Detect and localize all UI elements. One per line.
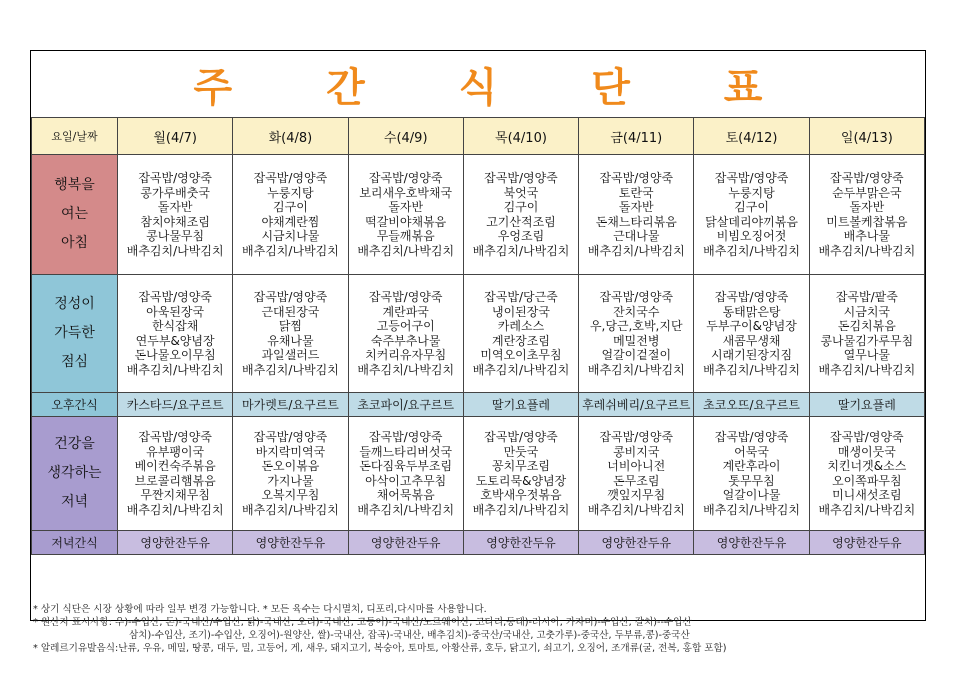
evening-snack-cell: 영양한잔두유 <box>809 531 924 555</box>
menu-item: 냉이된장국 <box>492 304 550 319</box>
menu-item: 배추김치/나박김치 <box>703 362 800 377</box>
menu-sheet <box>30 50 926 654</box>
evening-snack-cell: 영양한잔두유 <box>579 531 694 555</box>
day-header: 월(4/7) <box>118 118 233 155</box>
menu-item: 고기산적조림 <box>486 214 556 229</box>
dinner-menu-cell <box>809 417 924 531</box>
menu-item: 돌자반 <box>849 200 885 214</box>
menu-item: 도토리묵&양념장 <box>475 473 567 488</box>
menu-item: 누룽지탕 <box>267 185 314 200</box>
label-line: 아침 <box>60 235 89 251</box>
evening-snack-row <box>32 531 925 555</box>
menu-item: 만둣국 <box>503 444 539 459</box>
label-line: 여는 <box>60 206 89 222</box>
menu-item: 잡곡밥/영양죽 <box>253 430 328 444</box>
menu-item: 두부구이&양념장 <box>706 319 797 333</box>
weekly-menu-table <box>31 117 925 555</box>
snack-cell: 마가렛트/요구르트 <box>233 393 348 417</box>
menu-item: 채어묵볶음 <box>376 488 435 502</box>
lunch-menu-cell <box>809 275 924 393</box>
menu-item: 잡곡밥/영양죽 <box>138 290 212 304</box>
menu-item: 돈다짐육두부조림 <box>359 459 453 473</box>
menu-item: 배추김치/나박김치 <box>357 362 455 377</box>
menu-item: 배추김치/나박김치 <box>357 243 455 258</box>
menu-item: 잡곡밥/영양죽 <box>484 171 558 185</box>
menu-item: 보리새우호박채국 <box>359 185 453 200</box>
title-row <box>31 51 925 117</box>
menu-item: 배추김치/나박김치 <box>818 243 916 258</box>
menu-item: 배추김치/나박김치 <box>472 243 570 258</box>
day-header: 화(4/8) <box>233 118 348 155</box>
label-line: 저녁 <box>60 494 89 510</box>
menu-item: 잡곡밥/영양죽 <box>714 290 789 304</box>
menu-item: 새콤무생채 <box>722 333 781 348</box>
dinner-menu-cell <box>579 417 694 531</box>
menu-item: 배추김치/나박김치 <box>587 243 685 258</box>
menu-item: 근대된장국 <box>261 304 320 319</box>
menu-item: 잡곡밥/영양죽 <box>714 171 789 185</box>
menu-item: 카레소스 <box>497 319 545 333</box>
menu-item: 김구이 <box>503 200 539 214</box>
menu-item: 잡곡밥/영양죽 <box>714 430 789 444</box>
dinner-menu-cell <box>348 417 463 531</box>
evening-snack-label: 저녁간식 <box>32 531 118 555</box>
evening-snack-cell: 영양한잔두유 <box>118 531 233 555</box>
note-line: * 원산지 표시사항: 우)-수입산, 돈)-국내산/수입산, 닭)-국내산, 오리)-국내산, 고등어)-국내산/노르웨이산, 코다리,동태)-러시아, 가자미)-수입산, 갈치)--수입산 <box>33 617 692 628</box>
breakfast-menu-cell <box>694 155 809 275</box>
menu-item: 배추김치/나박김치 <box>126 362 224 377</box>
day-header: 일(4/13) <box>809 118 924 155</box>
dinner-menu-cell <box>463 417 578 531</box>
header-row <box>32 118 925 155</box>
snack-cell: 후레쉬베리/요구르트 <box>579 393 694 417</box>
menu-item: 콩나물무침 <box>146 229 205 243</box>
menu-item: 떡갈비야채볶음 <box>365 214 447 229</box>
menu-item: 무짠지채무침 <box>140 488 210 502</box>
menu-item: 오복지무침 <box>261 488 320 502</box>
menu-item: 치커리유자무침 <box>365 348 447 362</box>
dinner-menu-cell <box>694 417 809 531</box>
menu-item: 매생이뭇국 <box>837 444 896 459</box>
menu-item: 잡곡밥/영양죽 <box>138 171 212 185</box>
breakfast-menu-cell <box>579 155 694 275</box>
menu-item: 배추김치/나박김치 <box>703 243 800 258</box>
menu-item: 배추김치/나박김치 <box>472 502 570 517</box>
menu-item: 계란파국 <box>382 304 429 319</box>
menu-item: 배추김치/나박김치 <box>242 362 339 377</box>
menu-item: 시래기된장지짐 <box>710 348 793 362</box>
menu-item: 열무나물 <box>843 348 891 362</box>
menu-item: 잡곡밥/당근죽 <box>484 290 558 304</box>
menu-item: 메밀전병 <box>613 333 660 348</box>
breakfast-menu-cell <box>809 155 924 275</box>
menu-item: 누룽지탕 <box>728 185 775 200</box>
day-header: 금(4/11) <box>579 118 694 155</box>
menu-item: 잡곡밥/영양죽 <box>484 430 558 444</box>
snack-cell: 카스타드/요구르트 <box>118 393 233 417</box>
day-header: 수(4/9) <box>348 118 463 155</box>
label-line: 정성이 <box>54 296 95 312</box>
menu-item: 김구이 <box>734 200 769 214</box>
lunch-menu-cell <box>348 275 463 393</box>
menu-item: 콩비지국 <box>613 444 660 459</box>
menu-item: 북엇국 <box>503 185 539 200</box>
label-line: 행복을 <box>54 177 95 193</box>
menu-item: 참치야채조림 <box>140 214 210 229</box>
menu-item: 닭찜 <box>278 319 303 333</box>
dinner-menu-cell <box>118 417 233 531</box>
menu-item: 과일샐러드 <box>261 348 320 362</box>
menu-item: 배추김치/나박김치 <box>242 502 339 517</box>
menu-item: 닭살데리야끼볶음 <box>705 214 798 229</box>
menu-item: 아욱된장국 <box>146 304 205 319</box>
menu-item: 동태맑은탕 <box>722 304 781 319</box>
menu-item: 계란장조림 <box>492 333 550 348</box>
menu-item: 미니새섯조림 <box>832 488 902 502</box>
menu-item: 잔치국수 <box>613 304 660 319</box>
menu-item: 어묵국 <box>734 444 769 459</box>
menu-item: 꽁치무조림 <box>492 459 550 473</box>
menu-item: 배추김치/나박김치 <box>703 502 800 517</box>
menu-item: 미트볼케찹볶음 <box>826 214 908 229</box>
menu-item: 연두부&양념장 <box>135 333 215 348</box>
menu-item: 배추김치/나박김치 <box>472 362 570 377</box>
lunch-row <box>32 275 925 393</box>
menu-item: 아삭이고추무침 <box>365 473 447 488</box>
snack-cell: 초코오뜨/요구르트 <box>694 393 809 417</box>
snack-cell: 딸기요플레 <box>463 393 578 417</box>
evening-snack-cell: 영양한잔두유 <box>233 531 348 555</box>
menu-item: 우엉조림 <box>497 229 545 243</box>
menu-item: 콩나물김가루무침 <box>820 333 914 348</box>
evening-snack-cell: 영양한잔두유 <box>348 531 463 555</box>
dinner-menu-cell <box>233 417 348 531</box>
menu-item: 배추나물 <box>843 229 891 243</box>
menu-item: 잡곡밥/영양죽 <box>599 171 674 185</box>
menu-item: 호박새우젓볶음 <box>480 488 562 502</box>
snack-cell: 딸기요플레 <box>809 393 924 417</box>
menu-item: 잡곡밥/영양죽 <box>253 171 328 185</box>
menu-item: 잡곡밥/영양죽 <box>830 430 904 444</box>
menu-item: 근대나물 <box>613 229 660 243</box>
menu-item: 가지나물 <box>267 473 314 488</box>
label-line: 가득한 <box>54 325 95 341</box>
menu-item: 브로콜리햄볶음 <box>134 473 216 488</box>
lunch-label <box>32 275 118 393</box>
snack-row <box>32 393 925 417</box>
breakfast-menu-cell <box>233 155 348 275</box>
menu-item: 너비아니전 <box>607 459 666 473</box>
lunch-menu-cell <box>463 275 578 393</box>
breakfast-label <box>32 155 118 275</box>
snack-cell: 초코파이/요구르트 <box>348 393 463 417</box>
menu-item: 우,당근,호박,지단 <box>589 319 683 333</box>
breakfast-row <box>32 155 925 275</box>
menu-item: 돈김치볶음 <box>837 319 896 333</box>
breakfast-menu-cell <box>463 155 578 275</box>
menu-item: 계란후라이 <box>722 459 781 473</box>
note-line: 삼치)-수입산, 조기)-수입산, 오징어)-원양산, 쌀)-국내산, 잡곡)-국내산, 배추김치)-중국산/국내산, 고춧가루)-중국산, 두부류,콩)-중국산 <box>129 630 690 641</box>
lunch-menu-cell <box>694 275 809 393</box>
breakfast-menu-cell <box>118 155 233 275</box>
menu-item: 잡곡밥/영양죽 <box>830 171 904 185</box>
notes <box>33 603 727 655</box>
dinner-label <box>32 417 118 531</box>
menu-item: 돌자반 <box>388 200 424 214</box>
snack-label: 오후간식 <box>32 393 118 417</box>
menu-item: 돌자반 <box>157 200 193 214</box>
menu-item: 야채계란찜 <box>261 214 320 229</box>
menu-item: 숙주부추나물 <box>370 333 441 348</box>
menu-item: 한식잡채 <box>151 319 199 333</box>
label-line: 건강을 <box>54 436 95 452</box>
menu-item: 베이컨숙주볶음 <box>134 459 216 473</box>
menu-item: 돈오이볶음 <box>261 459 320 473</box>
menu-item: 시금치국 <box>843 304 891 319</box>
label-line: 점심 <box>60 354 89 370</box>
menu-item: 오이쪽파무침 <box>832 473 902 488</box>
menu-item: 깻잎지무침 <box>607 488 666 502</box>
page-title: 주 간 식 단 표 <box>193 63 803 111</box>
menu-item: 배추김치/나박김치 <box>126 502 224 517</box>
menu-item: 잡곡밥/영양죽 <box>368 290 443 304</box>
menu-item: 토란국 <box>618 185 654 200</box>
menu-item: 비빔오징어젓 <box>716 229 787 243</box>
evening-snack-cell: 영양한잔두유 <box>463 531 578 555</box>
menu-item: 치킨너겟&소스 <box>827 459 907 473</box>
menu-item: 잡곡밥/영양죽 <box>599 430 674 444</box>
lunch-menu-cell <box>118 275 233 393</box>
label-line: 생각하는 <box>47 465 102 481</box>
menu-item: 들깨느타리버섯국 <box>359 444 453 459</box>
breakfast-menu-cell <box>348 155 463 275</box>
dinner-row <box>32 417 925 531</box>
menu-item: 콩가루배춧국 <box>140 185 210 200</box>
menu-item: 잡곡밥/영양죽 <box>599 290 674 304</box>
note-line: * 알레르기유발음식:난류, 우유, 메밀, 땅콩, 대두, 밀, 고등어, 게, 새우, 돼지고기, 복숭아, 토마토, 아황산류, 호두, 닭고기, 쇠고기, 오징어, 조개류(굴, 전복, 홍합 포함) <box>33 643 727 654</box>
menu-item: 배추김치/나박김치 <box>357 502 455 517</box>
menu-item: 배추김치/나박김치 <box>818 362 916 377</box>
menu-item: 돈채느타리볶음 <box>595 214 677 229</box>
day-header: 토(4/12) <box>694 118 809 155</box>
menu-item: 잡곡밥/영양죽 <box>253 290 328 304</box>
menu-item: 유부팽이국 <box>146 444 205 459</box>
menu-item: 김구이 <box>273 200 308 214</box>
note-line: * 상기 식단은 시장 상황에 따라 일부 변경 가능합니다. * 모든 육수는 다시멸치, 디포리,다시마를 사용합니다. <box>33 604 487 615</box>
menu-item: 시금치나물 <box>261 229 320 243</box>
menu-item: 잡곡밥/영양죽 <box>368 171 443 185</box>
evening-snack-cell: 영양한잔두유 <box>694 531 809 555</box>
lunch-menu-cell <box>579 275 694 393</box>
menu-item: 미역오이초무침 <box>480 348 562 362</box>
menu-item: 배추김치/나박김치 <box>818 502 916 517</box>
lunch-menu-cell <box>233 275 348 393</box>
menu-item: 톳무무침 <box>728 473 775 488</box>
menu-item: 잡곡밥/영양죽 <box>368 430 443 444</box>
menu-item: 배추김치/나박김치 <box>587 362 685 377</box>
day-header: 목(4/10) <box>463 118 578 155</box>
menu-item: 고등어구이 <box>376 319 435 333</box>
menu-item: 배추김치/나박김치 <box>587 502 685 517</box>
menu-item: 잡곡밥/팥죽 <box>835 290 898 304</box>
menu-item: 순두부맑은국 <box>832 185 902 200</box>
menu-item: 바지락미역국 <box>255 444 326 459</box>
menu-item: 얼갈이겉절이 <box>601 348 672 362</box>
menu-item: 배추김치/나박김치 <box>242 243 339 258</box>
corner-header: 요일/날짜 <box>32 118 118 155</box>
menu-item: 유채나물 <box>267 333 314 348</box>
menu-item: 잡곡밥/영양죽 <box>138 430 212 444</box>
menu-item: 얼갈이나물 <box>722 488 781 502</box>
menu-item: 무들깨볶음 <box>376 229 435 243</box>
menu-item: 돌자반 <box>618 200 654 214</box>
menu-item: 배추김치/나박김치 <box>126 243 224 258</box>
menu-item: 돈무조림 <box>613 473 660 488</box>
menu-item: 돈나물오이무침 <box>134 348 216 362</box>
